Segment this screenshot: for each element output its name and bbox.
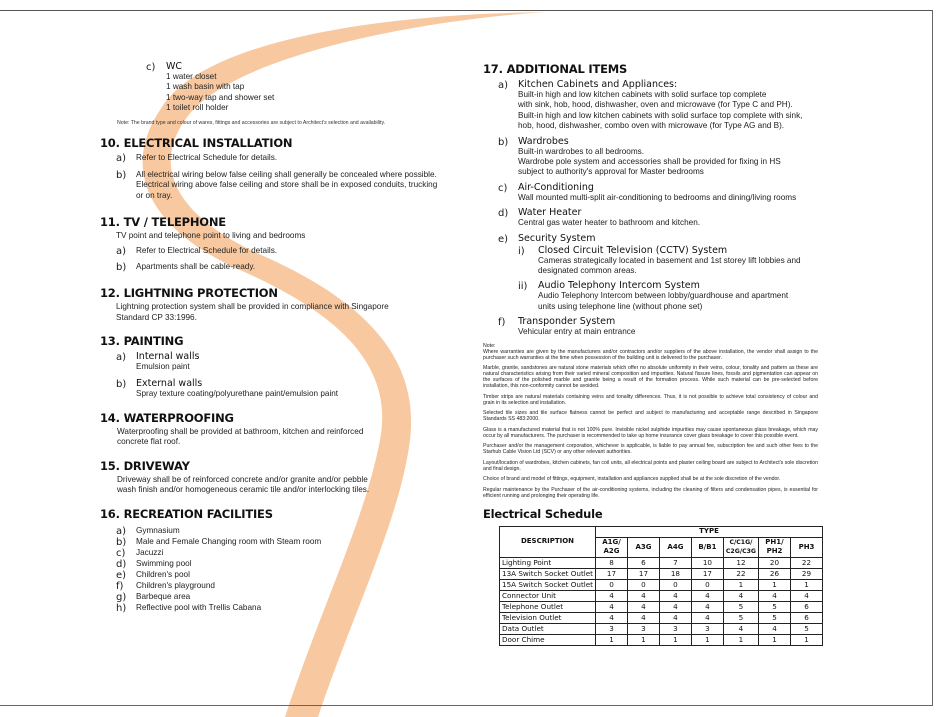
list-item <box>498 137 823 178</box>
item-label: c) <box>498 182 508 194</box>
table-cell: 20 <box>759 557 791 568</box>
item-label: h) <box>116 602 127 614</box>
item-title: Kitchen Cabinets and Appliances: <box>518 79 678 90</box>
section-heading: 16. RECREATION FACILITIES <box>100 506 273 521</box>
table-cell: 4 <box>691 590 723 601</box>
type-column-header <box>691 537 723 557</box>
table-cell: 22 <box>723 568 758 579</box>
section-text: Waterproofing shall be provided at bathroom, kitchen and reinforced concrete flat roof. <box>117 427 364 447</box>
table-cell: 5 <box>790 623 822 634</box>
item-label: b) <box>498 136 509 148</box>
table-cell: 5 <box>759 612 791 623</box>
list-item <box>116 548 446 559</box>
table-cell: 1 <box>691 634 723 645</box>
table-cell: 1 <box>759 579 791 590</box>
table-cell: 1 <box>596 634 628 645</box>
item-text: Children's pool <box>136 569 190 579</box>
desc-header: DESCRIPTION <box>500 526 596 557</box>
list-item <box>116 153 446 164</box>
right-column <box>483 62 823 646</box>
page-border-top <box>0 10 933 11</box>
item-line: Vehicular entry at main entrance <box>518 327 636 337</box>
item-label: f) <box>116 580 124 592</box>
table-cell: 4 <box>596 612 628 623</box>
item-line: Built-in high and low kitchen cabinets with solid surface top complete with sink, <box>518 110 803 120</box>
section-heading: 12. LIGHTNING PROTECTION <box>100 286 278 301</box>
wc-line: 1 wash basin with tap <box>166 82 245 92</box>
section-intro: TV point and telephone point to living and bedrooms <box>116 231 306 241</box>
type-header-line: A3G <box>635 542 652 551</box>
table-row <box>500 634 823 645</box>
type-header-line: PH1/ <box>765 538 784 547</box>
table-cell: 10 <box>691 557 723 568</box>
table-cell: 6 <box>790 612 822 623</box>
item-label: i) <box>518 245 525 257</box>
type-header-line: A1G/ <box>602 538 621 547</box>
table-cell: 8 <box>596 557 628 568</box>
item-label: d) <box>498 208 509 220</box>
section-heading: 14. WATERPROOFING <box>100 411 234 426</box>
table-cell: 4 <box>627 601 659 612</box>
item-text: Spray texture coating/polyurethane paint/emulsion paint <box>136 388 339 398</box>
list-item <box>116 570 446 581</box>
row-description: Door Chime <box>500 634 596 645</box>
table-cell: 1 <box>759 634 791 645</box>
list-item <box>498 317 823 337</box>
item-label: d) <box>116 558 127 570</box>
list-item <box>498 80 823 132</box>
list-item <box>116 170 446 201</box>
recreation-list <box>116 526 446 614</box>
table-cell: 3 <box>627 623 659 634</box>
item-line: hob, hood, dishwasher, combo oven with microwave (for Type AG and B). <box>518 121 785 131</box>
page-border-bottom <box>0 705 933 706</box>
sub-item <box>518 281 801 312</box>
item-text: Gymnasium <box>136 525 180 535</box>
type-header-line: PH3 <box>798 542 815 551</box>
type-header-line: A2G <box>603 547 620 556</box>
table-cell: 22 <box>790 557 822 568</box>
item-title: WC <box>166 61 183 72</box>
item-text: Barbeque area <box>136 591 191 601</box>
list-item <box>498 183 823 203</box>
list-item <box>116 352 446 372</box>
item-line: units using telephone line (without phone set) <box>538 301 703 311</box>
type-column-header <box>627 537 659 557</box>
list-item <box>116 581 446 592</box>
item-text: Male and Female Changing room with Steam room <box>136 536 322 546</box>
type-header-line: B/B1 <box>698 542 717 551</box>
sub-item <box>518 246 801 277</box>
wc-line: 1 toilet roll holder <box>166 103 229 113</box>
item-label: f) <box>498 317 506 329</box>
table-cell: 1 <box>790 634 822 645</box>
list-item <box>116 262 446 273</box>
item-text: Apartments shall be cable-ready. <box>136 262 256 272</box>
table-row <box>500 568 823 579</box>
item-title: Water Heater <box>518 207 582 219</box>
item-line: Cameras strategically located in basement and 1st storey lift lobbies and <box>538 255 801 265</box>
item-text: Children's playground <box>136 580 215 590</box>
item-label: e) <box>498 233 509 245</box>
left-column <box>100 61 468 614</box>
schedule-body <box>500 557 823 645</box>
item-line: with sink, hob, hood, dishwasher, oven and microwave (for Type C and PH). <box>518 100 793 110</box>
item-label: a) <box>116 246 127 258</box>
section-heading: 13. PAINTING <box>100 334 184 349</box>
item-label: b) <box>116 536 127 548</box>
item-line: subject to authority's approval for Master bedrooms <box>518 167 704 177</box>
table-row <box>500 579 823 590</box>
list-item <box>116 559 446 570</box>
note-paragraph: Selected tile sizes and tile surface flatness cannot be perfect and subject to manufacturing and acceptable range described in Singapore Standards SS 483:2000. <box>483 410 818 423</box>
item-text: Jacuzzi <box>136 547 164 557</box>
item-line: Wall mounted multi-split air-conditioning to bedrooms and dining/living rooms <box>518 192 797 202</box>
note-paragraph: Timber strips are natural materials containing veins and tonality differences. Thus, it is not possible to achieve total consistency of colour and grain in its selection and installation. <box>483 393 818 406</box>
item-label: c) <box>146 62 156 73</box>
section-heading: 17. ADDITIONAL ITEMS <box>483 62 628 76</box>
table-cell: 18 <box>659 568 691 579</box>
table-cell: 4 <box>759 590 791 601</box>
table-cell: 7 <box>659 557 691 568</box>
table-cell: 4 <box>627 612 659 623</box>
table-cell: 3 <box>659 623 691 634</box>
table-cell: 4 <box>759 623 791 634</box>
table-cell: 5 <box>723 612 758 623</box>
row-description: Television Outlet <box>500 612 596 623</box>
table-row <box>500 601 823 612</box>
table-row <box>500 623 823 634</box>
table-cell: 17 <box>691 568 723 579</box>
section-heading: 10. ELECTRICAL INSTALLATION <box>100 135 293 150</box>
table-cell: 1 <box>790 579 822 590</box>
page-border-right <box>932 10 933 705</box>
row-description: Telephone Outlet <box>500 601 596 612</box>
table-cell: 1 <box>723 579 758 590</box>
item-label: g) <box>116 591 127 603</box>
list-item <box>498 234 823 313</box>
type-column-header <box>723 537 758 557</box>
list-item <box>498 208 823 228</box>
item-line: designated common areas. <box>538 266 637 276</box>
item-title: Transponder System <box>518 316 616 328</box>
item-line: Built-in wardrobes to all bedrooms. <box>518 146 645 156</box>
item-line: Central gas water heater to bathroom and kitchen. <box>518 218 701 228</box>
type-header-line: C2G/C3G <box>725 548 757 556</box>
type-column-header <box>596 537 628 557</box>
table-cell: 0 <box>659 579 691 590</box>
type-column-header <box>790 537 822 557</box>
table-cell: 4 <box>596 601 628 612</box>
item-text: Refer to Electrical Schedule for details. <box>136 152 278 162</box>
type-column-header <box>659 537 691 557</box>
item-line: Audio Telephony Intercom between lobby/guardhouse and apartment <box>538 291 789 301</box>
item-title: Internal walls <box>136 351 200 363</box>
table-cell: 3 <box>596 623 628 634</box>
table-cell: 1 <box>723 634 758 645</box>
table-cell: 6 <box>790 601 822 612</box>
note-paragraph: Where warranties are given by the manufacturers and/or contractors and/or suppliers of the above installation, the vendor shall assign to the purchaser such warranties at the time when possession of the building unit is delivered to the purchaser. <box>483 348 818 361</box>
list-item <box>116 246 446 257</box>
type-header-line: PH2 <box>766 547 783 556</box>
table-cell: 29 <box>790 568 822 579</box>
note-paragraph: Marble, granite, sandstones are natural stone materials which offer no absolute uniformity in their veins, colour, tonality and pattern as these are natural characteristics arising from their varied mineral composition and impurities. Natural fissure lines, fossils and pigmentation can appear on the surfaces of the polished marble and granite being a result of the formation process. While such material can be pre-selected before installation, this non-conformity cannot be avoided. <box>483 365 818 390</box>
table-cell: 4 <box>691 601 723 612</box>
item-title: Air-Conditioning <box>518 181 594 193</box>
table-cell: 4 <box>790 590 822 601</box>
list-item <box>116 537 446 548</box>
note-paragraph: Layout/location of wardrobes, kitchen cabinets, fan coil units, all electrical points and plaster ceiling board are subject to Architect's sole discretion and final design. <box>483 459 818 472</box>
table-cell: 1 <box>627 634 659 645</box>
item-label: a) <box>116 352 127 364</box>
table-cell: 12 <box>723 557 758 568</box>
section-heading: 11. TV / TELEPHONE <box>100 215 226 230</box>
notes-block <box>483 343 818 499</box>
item-label: b) <box>116 169 127 181</box>
item-title: Wardrobes <box>518 135 569 147</box>
list-item <box>116 592 446 603</box>
wc-item <box>146 62 468 114</box>
table-cell: 4 <box>691 612 723 623</box>
item-label: ii) <box>518 281 528 293</box>
table-cell: 6 <box>627 557 659 568</box>
note-paragraph: Regular maintenance by the Purchaser of the air-conditioning systems, including the cleaning of filters and condensation pipes, is essential for efficient running and prolonging their operating life. <box>483 486 818 499</box>
list-item <box>116 603 446 614</box>
type-header-line: C/C1G/ <box>729 539 753 547</box>
section-heading: 15. DRIVEWAY <box>100 458 190 473</box>
note-paragraph: Choice of brand and model of fittings, equipment, installation and appliances supplied shall be at the sole discretion of the vendor. <box>483 476 781 483</box>
item-title: Security System <box>518 232 596 244</box>
list-item <box>116 526 446 537</box>
section-text: Driveway shall be of reinforced concrete and/or granite and/or pebble wash finish and/or homogeneous ceramic tile and/or interlocking tiles. <box>117 474 370 495</box>
table-cell: 26 <box>759 568 791 579</box>
row-description: 15A Switch Socket Outlet <box>500 579 596 590</box>
table-cell: 4 <box>659 590 691 601</box>
note-paragraph: Purchaser and/or the management corporation, whichever is applicable, is liable to pay annual fee, subscription fee and such other fees to the Starhub Cable Vision Ltd (SCV) or any other relevant authorities. <box>483 443 818 456</box>
item-line: Built-in high and low kitchen cabinets with solid surface top complete <box>518 90 767 99</box>
table-cell: 17 <box>627 568 659 579</box>
type-header: TYPE <box>596 526 823 537</box>
table-row <box>500 612 823 623</box>
table-cell: 4 <box>723 590 758 601</box>
table-cell: 3 <box>691 623 723 634</box>
item-label: a) <box>116 525 127 537</box>
item-label: e) <box>116 569 127 581</box>
wc-line: 1 water closet <box>166 72 217 81</box>
row-description: Lighting Point <box>500 557 596 568</box>
item-text: Swimming pool <box>136 558 192 568</box>
section-text: Lightning protection system shall be provided in compliance with Singapore Standard CP 33:1996. <box>116 302 389 322</box>
table-cell: 0 <box>596 579 628 590</box>
row-description: 13A Switch Socket Outlet <box>500 568 596 579</box>
list-item <box>116 379 446 399</box>
table-cell: 17 <box>596 568 628 579</box>
item-label: a) <box>498 80 509 91</box>
item-text: Reflective pool with Trellis Cabana <box>136 602 262 612</box>
electrical-schedule-table <box>499 526 823 646</box>
note-paragraph: Glass is a manufactured material that is not 100% pure. Invisible nickel sulphide impurities may cause spontaneous glass breakage, which may occur by all manufacturers. The purchaser is recommended to take up home insurance cover glass breakage to cover this possible event. <box>483 426 818 439</box>
table-row <box>500 590 823 601</box>
table-cell: 1 <box>659 634 691 645</box>
schedule-title: Electrical Schedule <box>483 506 603 521</box>
table-cell: 5 <box>759 601 791 612</box>
table-cell: 4 <box>723 623 758 634</box>
item-label: b) <box>116 262 127 274</box>
item-title: Closed Circuit Television (CCTV) System <box>538 244 728 256</box>
table-cell: 4 <box>659 601 691 612</box>
table-row <box>500 557 823 568</box>
table-cell: 0 <box>627 579 659 590</box>
item-text: Emulsion paint <box>136 362 190 372</box>
item-text: Refer to Electrical Schedule for details. <box>136 246 278 256</box>
item-line: Wardrobe pole system and accessories shall be provided for fixing in HS <box>518 157 781 167</box>
item-label: b) <box>116 378 127 390</box>
notes-heading: Note: <box>483 342 496 349</box>
item-title: Audio Telephony Intercom System <box>538 280 700 292</box>
row-description: Connector Unit <box>500 590 596 601</box>
wc-note: Note: The brand type and colour of wares, fittings and accessories are subject to Architect's selection and availability. <box>117 119 386 126</box>
table-cell: 4 <box>596 590 628 601</box>
type-column-header <box>759 537 791 557</box>
table-cell: 5 <box>723 601 758 612</box>
table-cell: 4 <box>627 590 659 601</box>
type-header-line: A4G <box>667 542 684 551</box>
wc-line: 1 two-way tap and shower set <box>166 92 275 102</box>
item-text: All electrical wiring below false ceiling shall generally be concealed where possible. Electrical wiring above false ceiling and store shall be in exposed conduits, trucking or on tray. <box>136 169 438 200</box>
table-cell: 0 <box>691 579 723 590</box>
row-description: Data Outlet <box>500 623 596 634</box>
item-title: External walls <box>136 377 203 389</box>
table-cell: 4 <box>659 612 691 623</box>
item-label: a) <box>116 152 127 164</box>
item-label: c) <box>116 547 126 559</box>
